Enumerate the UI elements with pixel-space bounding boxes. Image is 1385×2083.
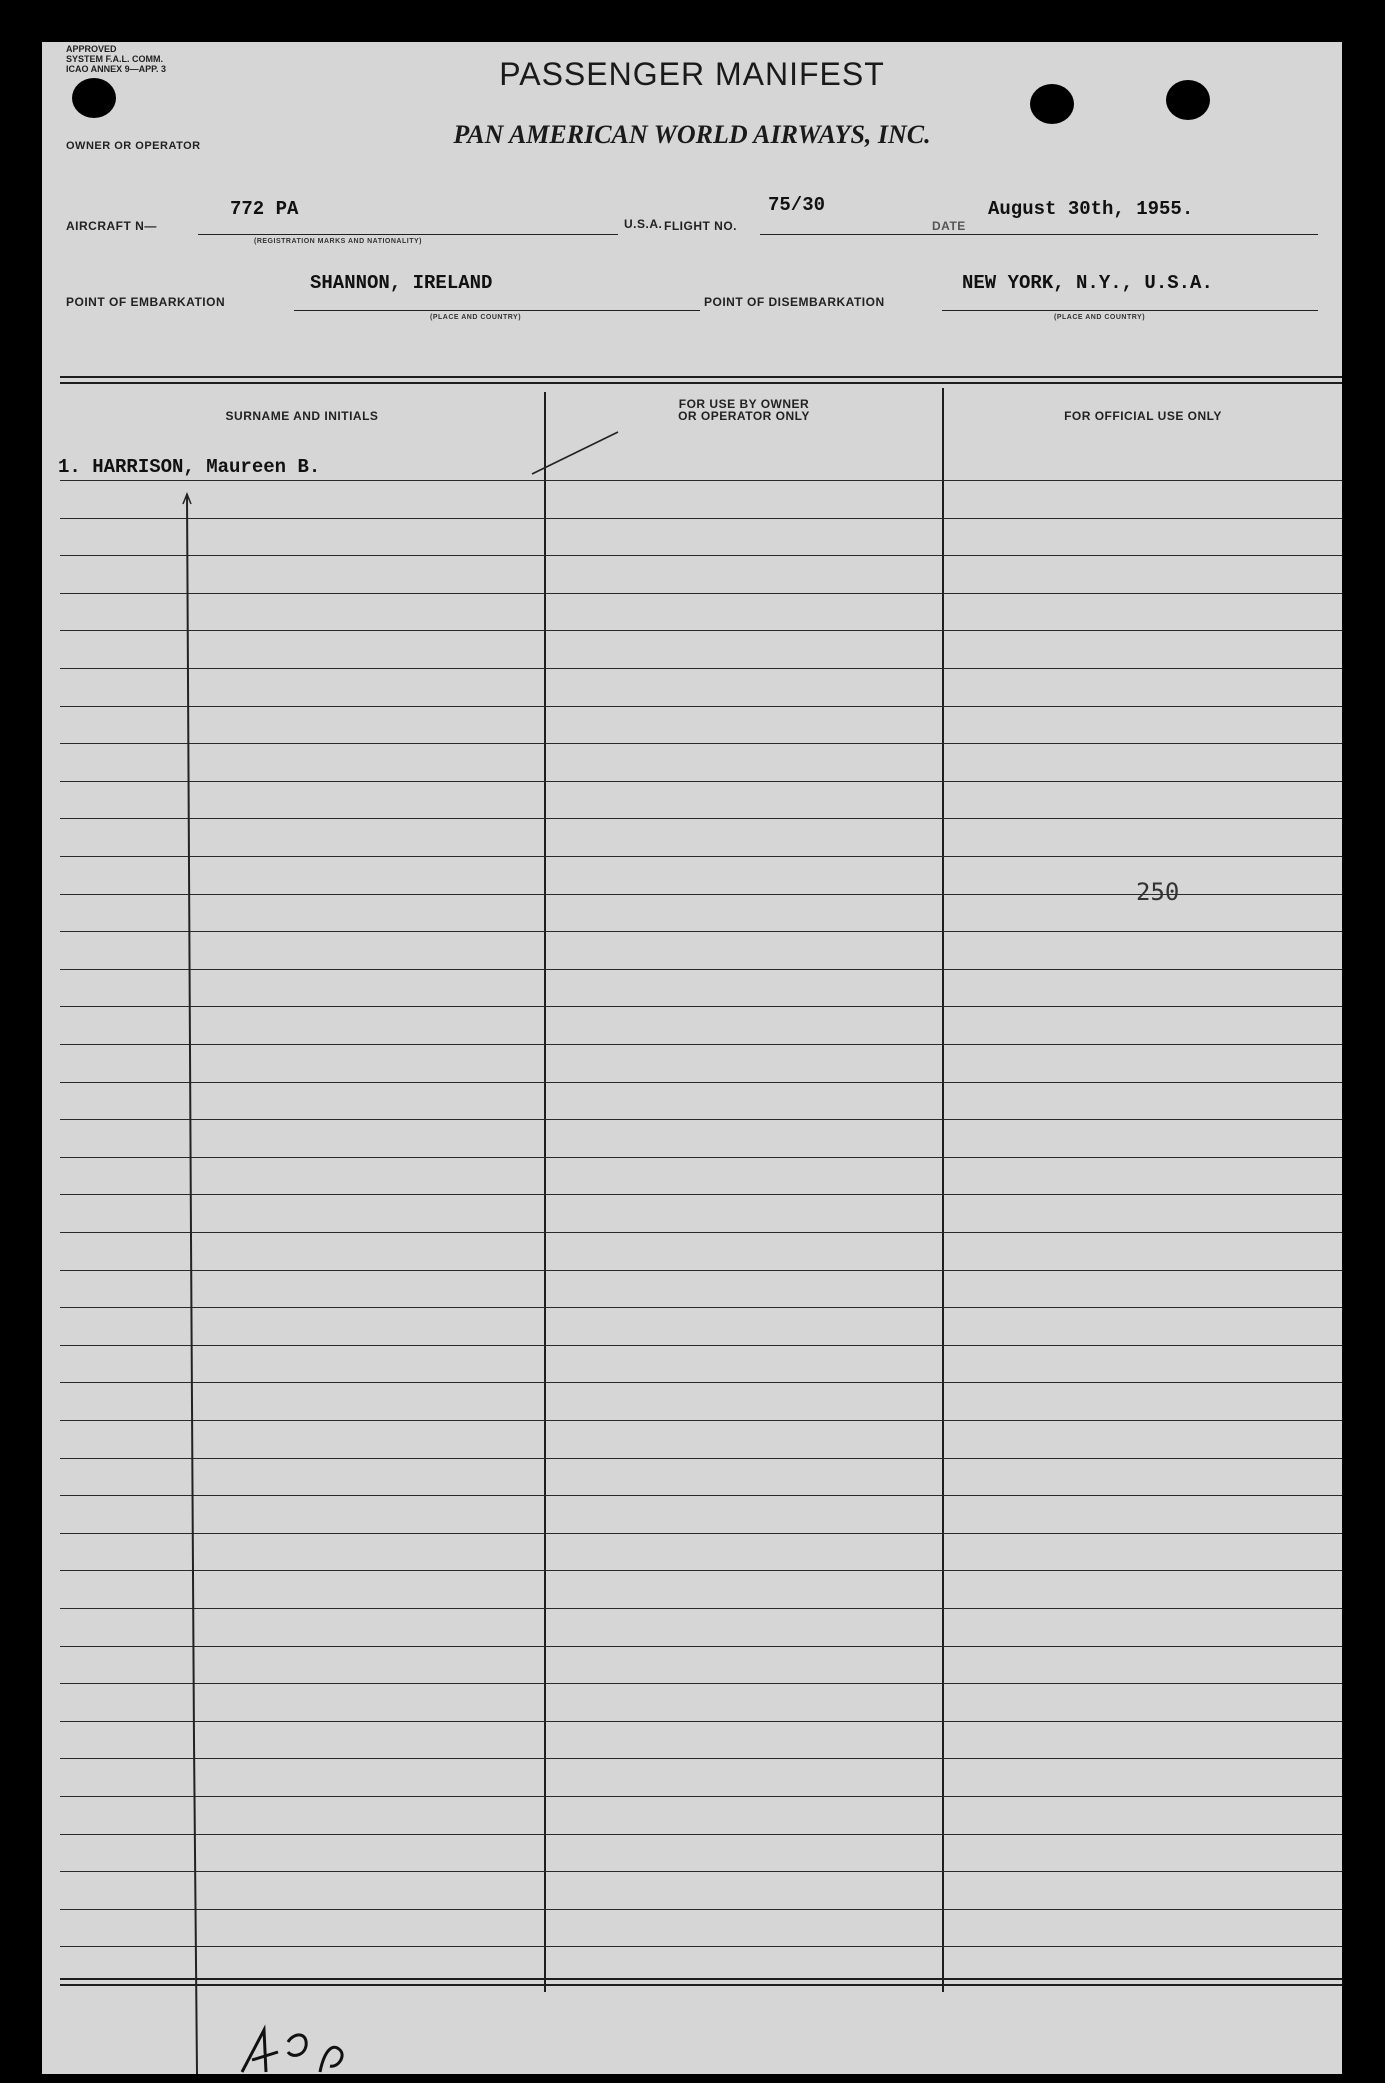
flight-label: FLIGHT NO. — [664, 219, 737, 233]
table-bottom-rule — [60, 1984, 1342, 1986]
disembark-value[interactable]: NEW YORK, N.Y., U.S.A. — [962, 272, 1213, 294]
date-value[interactable]: August 30th, 1955. — [988, 198, 1194, 220]
approval-line: SYSTEM F.A.L. COMM. — [66, 54, 164, 64]
manifest-sheet — [42, 42, 1342, 2074]
embark-caption: (PLACE AND COUNTRY) — [430, 314, 522, 321]
column-header-official: FOR OFFICIAL USE ONLY — [1064, 409, 1222, 423]
owner-operator-label: OWNER OR OPERATOR — [66, 140, 201, 152]
date-label: DATE — [932, 219, 966, 233]
embark-label: POINT OF EMBARKATION — [66, 295, 226, 309]
aircraft-value[interactable]: 772 PA — [230, 198, 299, 220]
page-title: PASSENGER MANIFEST — [499, 56, 885, 92]
usa-label: U.S.A. — [624, 217, 663, 231]
approval-line: APPROVED — [66, 44, 117, 54]
embark-value[interactable]: SHANNON, IRELAND — [310, 272, 493, 294]
signature-scribble — [222, 2022, 422, 2074]
column-header-surname: SURNAME AND INITIALS — [225, 409, 379, 423]
column-header-owner-line: FOR USE BY OWNER — [678, 397, 810, 411]
aircraft-caption: (REGISTRATION MARKS AND NATIONALITY) — [254, 238, 422, 245]
disembark-caption: (PLACE AND COUNTRY) — [1054, 314, 1146, 321]
flight-value[interactable]: 75/30 — [768, 194, 826, 216]
ditto-line — [42, 42, 1342, 2074]
table-row[interactable]: 1. HARRISON, Maureen B. — [58, 456, 321, 478]
airline-name: PAN AMERICAN WORLD AIRWAYS, INC. — [453, 120, 931, 149]
table-bottom-rule — [60, 1978, 1342, 1980]
aircraft-label: AIRCRAFT N— — [66, 219, 157, 233]
approval-line: ICAO ANNEX 9—APP. 3 — [66, 64, 167, 74]
official-note: 250 — [1136, 878, 1180, 906]
column-header-owner-line: OR OPERATOR ONLY — [678, 409, 810, 423]
disembark-label: POINT OF DISEMBARKATION — [704, 295, 885, 309]
